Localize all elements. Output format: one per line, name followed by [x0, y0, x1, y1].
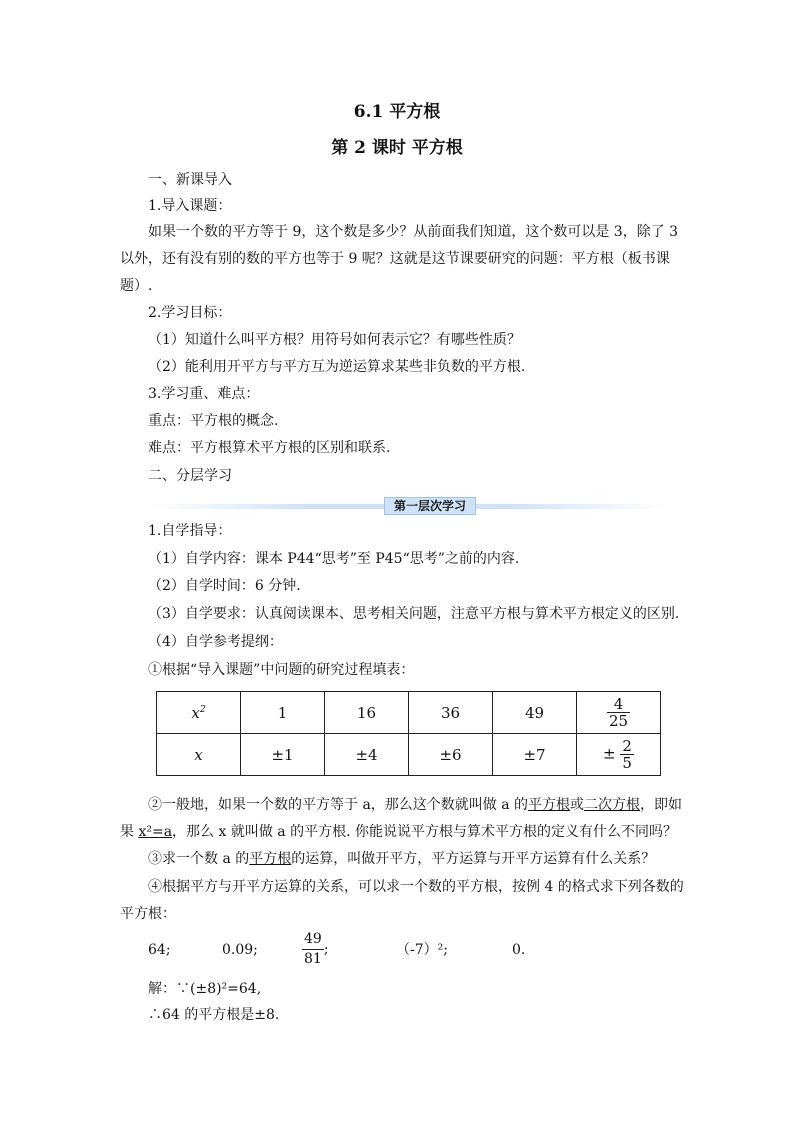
underlined-term: 平方根: [528, 797, 571, 813]
question-1: ①根据“导入课题”中问题的研究过程填表：: [148, 662, 415, 678]
table-cell: 36: [409, 692, 493, 734]
goal-item: （1）知道什么叫平方根？用符号如何表示它？有哪些性质？: [148, 332, 521, 348]
fraction-denominator: 25: [608, 712, 629, 730]
question-4: ④根据平方与开平方运算的关系，可以求一个数的平方根，按例 4 的格式求下列各数的: [148, 879, 684, 895]
text: 果: [120, 824, 139, 840]
fraction-denominator: 81: [304, 951, 322, 967]
instruction-item: （1）自学内容：课本 P44“思考”至 P45“思考”之前的内容.: [148, 551, 520, 567]
fraction-denominator: 5: [622, 754, 632, 772]
table-cell: ±7: [493, 734, 577, 776]
section-heading: 一、新课导入: [148, 172, 232, 188]
table-cell: ±6: [409, 734, 493, 776]
table-cell: ±1: [241, 734, 325, 776]
subheading: 2.学习目标：: [148, 305, 232, 321]
hard-point: 难点：平方根算术平方根的区别和联系.: [148, 440, 391, 456]
superscript: 2: [199, 704, 206, 715]
number-item: 64;: [148, 942, 171, 958]
text: ;: [323, 941, 329, 958]
table-row: [157, 734, 661, 776]
table-cell: 49: [493, 692, 577, 734]
table-cell-label: [157, 692, 241, 734]
text: ，那么 x 就叫做 a 的平方根. 你能说说平方根与算术平方根的定义有什么不同吗？: [172, 824, 677, 840]
table-cell: 16: [325, 692, 409, 734]
underlined-term: 平方根: [249, 851, 292, 867]
instruction-item: （3）自学要求：认真阅读课本、思考相关问题，注意平方根与算术平方根定义的区别.: [148, 606, 680, 622]
fraction: [620, 738, 634, 771]
table-cell: [577, 734, 661, 776]
paragraph-line: 以外，还有没有别的数的平方也等于 9 呢？这就是这节课要研究的问题：平方根（板书课: [120, 251, 670, 267]
underlined-term: x²=a: [138, 824, 173, 840]
question-4-cont: 平方根：: [120, 906, 176, 922]
text: 的运算，叫做开平方，平方运算与开平方运算有什么关系？: [291, 851, 656, 867]
table-cell-label: x: [157, 734, 241, 776]
subheading: 3.学习重、难点：: [148, 386, 260, 402]
key-point: 重点：平方根的概念.: [148, 413, 279, 429]
number-item-fraction: [302, 930, 329, 969]
text: ，即如: [640, 797, 683, 813]
table-row: [157, 692, 661, 734]
number-item: （-7）²;: [396, 942, 448, 958]
instruction-item: （4）自学参考提纲：: [148, 634, 283, 650]
goal-item: （2）能利用开平方与平方互为逆运算求某些非负数的平方根.: [148, 359, 526, 375]
number-item: 0.: [512, 942, 526, 958]
section-heading: 二、分层学习: [148, 468, 232, 484]
text: 或: [570, 797, 585, 813]
plus-minus-sign: ±: [603, 744, 616, 763]
question-3: [148, 849, 655, 869]
underlined-term: 二次方根: [584, 797, 641, 813]
question-2-line1: [148, 795, 682, 815]
solution-line: ∴64 的平方根是±8.: [148, 1007, 280, 1023]
instruction-item: （2）自学时间：6 分钟.: [148, 578, 301, 594]
square-table: [156, 691, 661, 776]
banner-label: 第一层次学习: [384, 497, 476, 515]
solution-line: 解：∵(±8)²=64,: [148, 981, 262, 997]
page-title: 6.1 平方根: [353, 102, 441, 122]
subheading: 1.自学指导：: [148, 523, 232, 539]
fraction: [302, 930, 324, 969]
fraction-numerator: 4: [607, 696, 630, 713]
table-cell: ±4: [325, 734, 409, 776]
question-2-line2: [120, 822, 677, 842]
text: ③求一个数 a 的: [148, 851, 250, 867]
var-x: x: [191, 703, 200, 722]
fraction-numerator: 2: [622, 737, 632, 755]
page-subtitle: 第 2 课时 平方根: [331, 138, 463, 158]
text: ②一般地，如果一个数的平方等于 a，那么这个数就叫做 a 的: [148, 797, 529, 813]
number-item: 0.09;: [222, 942, 258, 958]
table-cell: [577, 692, 661, 734]
table-cell: 1: [241, 692, 325, 734]
paragraph-line: 题）.: [120, 278, 153, 294]
level-banner: [148, 497, 668, 515]
fraction-numerator: 49: [302, 930, 324, 950]
fraction: [607, 696, 630, 729]
paragraph-line: 如果一个数的平方等于 9，这个数是多少？从前面我们知道，这个数可以是 3，除了 3: [148, 224, 679, 240]
subheading: 1.导入课题：: [148, 198, 232, 214]
